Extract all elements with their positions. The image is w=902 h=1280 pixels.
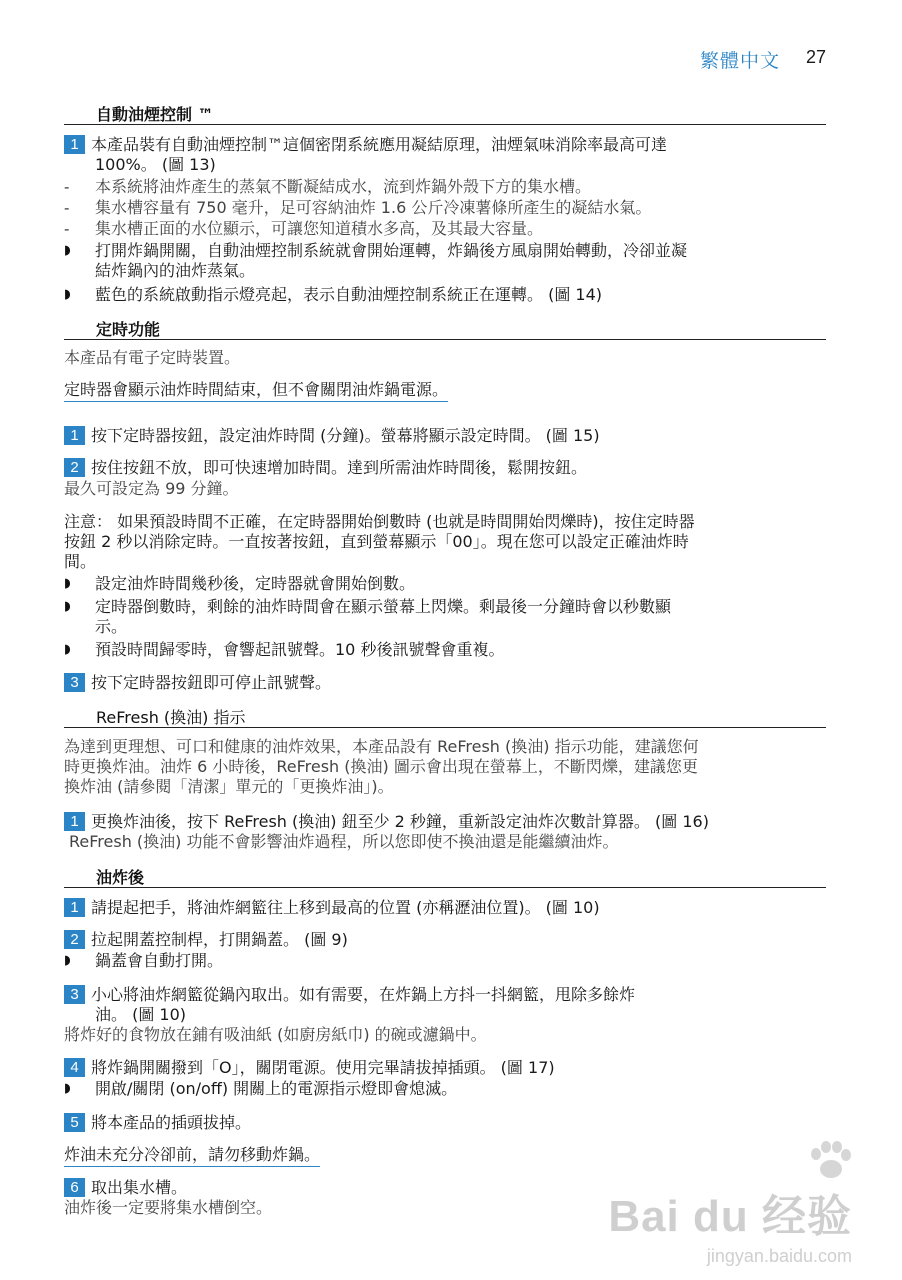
step-number: 3	[64, 985, 85, 1004]
step-number: 5	[64, 1113, 85, 1132]
dash-marker: -	[64, 199, 70, 217]
step-5: 5 將本產品的插頭拔掉。	[64, 1113, 251, 1133]
dash-marker: -	[64, 178, 70, 196]
dash-item: 集水槽容量有 750 毫升，足可容納油炸 1.6 公斤冷凍薯條所產生的凝結水氣。	[95, 198, 652, 217]
watermark-brand: Bai du 经验	[608, 1192, 852, 1241]
bullet-item: 藍色的系統啟動指示燈亮起，表示自動油煙控制系統正在運轉。 (圖 14)	[95, 285, 603, 304]
section-title-smoke-control: 自動油煙控制 ™	[96, 105, 214, 124]
step-number: 3	[64, 673, 85, 692]
bullet-item: 打開炸鍋開關，自動油煙控制系統就會開始運轉，炸鍋後方風扇開始轉動，冷卻並凝	[95, 241, 688, 260]
bullet-icon: ◗	[64, 287, 71, 302]
bullet-icon: ◗	[64, 642, 71, 657]
section-divider	[64, 727, 826, 728]
page-language-label: 繁體中文	[700, 50, 781, 72]
step-note: 將炸好的食物放在鋪有吸油紙 (如廚房紙巾) 的碗或濾鍋中。	[64, 1025, 487, 1044]
step-note: ReFresh (換油) 功能不會影響油炸過程，所以您即使不換油還是能繼續油炸。	[69, 832, 619, 851]
step-3: 3 小心將油炸網籃從鍋內取出。如有需要，在炸鍋上方抖一抖網籃，甩除多餘炸	[64, 985, 635, 1005]
step-number: 1	[64, 426, 85, 445]
note-line: 間。	[64, 552, 97, 571]
step-1-continued: 100%。 (圖 13)	[95, 155, 216, 174]
step-number: 2	[64, 458, 85, 477]
bullet-item-continued: 示。	[95, 617, 128, 636]
section-divider	[64, 887, 826, 888]
section-title-refresh: ReFresh (換油) 指示	[96, 708, 246, 727]
step-note: 最久可設定為 99 分鐘。	[64, 479, 239, 498]
bullet-icon: ◗	[64, 1081, 71, 1096]
step-2: 2 按住按鈕不放，即可快速增加時間。達到所需油炸時間後，鬆開按鈕。	[64, 458, 587, 478]
step-number: 1	[64, 898, 85, 917]
section-title-after-frying: 油炸後	[96, 868, 145, 887]
step-note: 油炸後一定要將集水槽倒空。	[64, 1198, 273, 1217]
bullet-item: 定時器倒數時，剩餘的油炸時間會在顯示螢幕上閃爍。剩最後一分鐘時會以秒數顯	[95, 597, 672, 616]
page-number: 27	[806, 47, 827, 67]
step-1: 1 本產品裝有自動油煙控制™這個密閉系統應用凝結原理，油煙氣味消除率最高可達	[64, 135, 667, 155]
section-divider	[64, 339, 826, 340]
bullet-item: 開啟/關閉 (on/off) 開關上的電源指示燈即會熄滅。	[95, 1079, 458, 1098]
watermark-url: jingyan.baidu.com	[706, 1246, 852, 1266]
bullet-item: 預設時間歸零時，會響起訊號聲。10 秒後訊號聲會重複。	[95, 640, 505, 659]
bullet-item-continued: 結炸鍋內的油炸蒸氣。	[95, 261, 256, 280]
bullet-item: 鍋蓋會自動打開。	[95, 951, 224, 970]
bullet-icon: ◗	[64, 576, 71, 591]
paragraph-intro: 本產品有電子定時裝置。	[64, 348, 241, 367]
warning-text: 定時器會顯示油炸時間結束，但不會關閉油炸鍋電源。	[64, 380, 448, 400]
step-number: 1	[64, 812, 85, 831]
section-title-timer: 定時功能	[96, 320, 161, 339]
step-number: 1	[64, 135, 85, 154]
step-1: 1 更換炸油後，按下 ReFresh (換油) 鈕至少 2 秒鐘，重新設定油炸次數計算器。 (圖 16)	[64, 812, 709, 832]
section-divider	[64, 124, 826, 125]
dash-marker: -	[64, 220, 70, 238]
dash-item: 集水槽正面的水位顯示，可讓您知道積水多高，及其最大容量。	[95, 219, 544, 238]
dash-item: 本系統將油炸產生的蒸氣不斷凝結成水，流到炸鍋外殼下方的集水槽。	[95, 177, 592, 196]
paragraph-line: 為達到更理想、可口和健康的油炸效果，本產品設有 ReFresh (換油) 指示功能，建議您何	[64, 737, 699, 756]
warning-text: 炸油未充分冷卻前，請勿移動炸鍋。	[64, 1145, 320, 1165]
step-3-continued: 油。 (圖 10)	[95, 1005, 187, 1024]
paragraph-line: 換炸油 (請參閱「清潔」單元的「更換炸油」)。	[64, 777, 394, 796]
step-3: 3 按下定時器按鈕即可停止訊號聲。	[64, 673, 331, 693]
step-number: 2	[64, 930, 85, 949]
note-line: 按鈕 2 秒以消除定時。一直按著按鈕，直到螢幕顯示「00」。現在您可以設定正確油炸時	[64, 532, 689, 551]
step-1: 1 按下定時器按鈕，設定油炸時間 (分鐘)。螢幕將顯示設定時間。 (圖 15)	[64, 426, 600, 446]
step-4: 4 將炸鍋開關撥到「O」，關閉電源。使用完畢請拔掉插頭。 (圖 17)	[64, 1058, 555, 1078]
bullet-item: 設定油炸時間幾秒後，定時器就會開始倒數。	[95, 574, 416, 593]
bullet-icon: ◗	[64, 243, 71, 258]
step-6: 6 取出集水槽。	[64, 1178, 187, 1198]
note-line: 注意： 如果預設時間不正確，在定時器開始倒數時 (也就是時間開始閃爍時)，按住定時器	[64, 512, 695, 531]
paragraph-line: 時更換炸油。油炸 6 小時後，ReFresh (換油) 圖示會出現在螢幕上，不斷閃爍，建議您更	[64, 757, 698, 776]
step-1: 1 請提起把手，將油炸網籃往上移到最高的位置 (亦稱瀝油位置)。 (圖 10)	[64, 898, 600, 918]
bullet-icon: ◗	[64, 599, 71, 614]
step-number: 6	[64, 1178, 85, 1197]
step-2: 2 拉起開蓋控制桿，打開鍋蓋。 (圖 9)	[64, 930, 348, 950]
baidu-watermark	[608, 1140, 852, 1267]
paw-icon	[806, 1140, 852, 1180]
bullet-icon: ◗	[64, 953, 71, 968]
step-number: 4	[64, 1058, 85, 1077]
